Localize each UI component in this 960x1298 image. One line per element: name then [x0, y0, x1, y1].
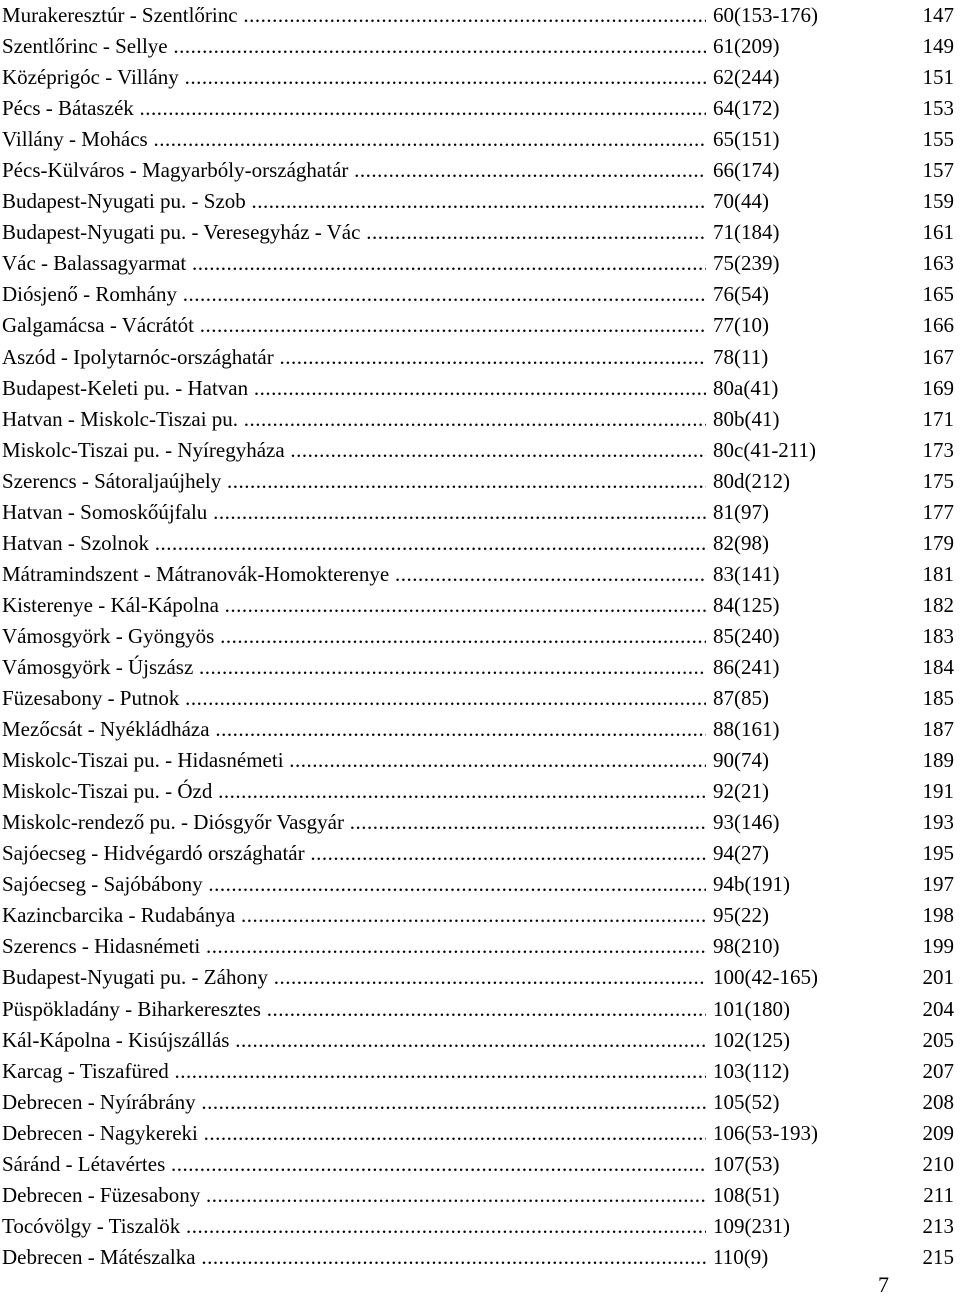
toc-entry-route-number: 102(125)	[713, 1027, 790, 1052]
toc-entry-title: Pécs - Bátaszék .....	[2, 93, 706, 124]
toc-entry	[0, 559, 960, 590]
toc-entry-title: Mezőcsát - Nyékládháza .....	[2, 714, 706, 745]
toc-entry	[0, 435, 960, 466]
toc-entry	[0, 342, 960, 373]
toc-entry-page-number: 213	[922, 1213, 954, 1238]
toc-entry-route-number: 93(146)	[713, 810, 780, 835]
toc-entry-title: Debrecen - Nyírábrány .....	[2, 1087, 706, 1118]
toc-entry-title: Sajóecseg - Sajóbábony .....	[2, 869, 706, 900]
toc-entry	[0, 528, 960, 559]
toc-entry-page-number: 149	[922, 34, 954, 59]
toc-entry-page-number: 167	[922, 344, 954, 369]
toc-entry	[0, 1025, 960, 1056]
toc-entry-title: Sáránd - Létavértes .....	[2, 1149, 706, 1180]
toc-entry-page-number: 198	[922, 903, 954, 928]
toc-entry-title: Szerencs - Hidasnémeti .....	[2, 931, 706, 962]
toc-entry-title: Murakeresztúr - Szentlőrinc .....	[2, 0, 706, 31]
toc-entry-page-number: 165	[922, 282, 954, 307]
toc-entry-page-number: 155	[922, 127, 954, 152]
toc-entry-route-number: 106(53-193)	[713, 1120, 818, 1145]
toc-entry-title: Budapest-Keleti pu. - Hatvan .....	[2, 373, 706, 404]
toc-entry-route-number: 101(180)	[713, 996, 790, 1021]
toc-entry	[0, 310, 960, 341]
toc-entry-route-number: 80a(41)	[713, 375, 779, 400]
toc-entry-title: Karcag - Tiszafüred .....	[2, 1056, 706, 1087]
toc-entry-page-number: 211	[923, 1182, 954, 1207]
toc-entry-page-number: 205	[922, 1027, 954, 1052]
toc-entry-page-number: 210	[922, 1151, 954, 1176]
toc-entry-page-number: 169	[922, 375, 954, 400]
toc-entry-title: Hatvan - Szolnok .....	[2, 528, 706, 559]
toc-entry-title: Kisterenye - Kál-Kápolna .....	[2, 590, 706, 621]
toc-entry	[0, 776, 960, 807]
toc-entry	[0, 621, 960, 652]
toc-entry-page-number: 147	[922, 3, 954, 27]
toc-entry-route-number: 103(112)	[713, 1058, 790, 1083]
toc-entry	[0, 994, 960, 1025]
toc-entry-route-number: 100(42-165)	[713, 965, 818, 990]
toc-entry-title: Debrecen - Mátészalka .....	[2, 1242, 706, 1273]
toc-entry-page-number: 175	[922, 468, 954, 493]
toc-entry-route-number: 98(210)	[713, 934, 780, 959]
toc-entry-route-number: 77(10)	[713, 313, 769, 338]
toc-entry	[0, 1149, 960, 1180]
toc-entry-page-number: 185	[922, 686, 954, 711]
toc-entry-title: Mátramindszent - Mátranovák-Homokterenye .....	[2, 559, 706, 590]
toc-entry-route-number: 71(184)	[713, 220, 780, 245]
toc-entry-title: Hatvan - Somoskőújfalu .....	[2, 497, 706, 528]
toc-entry-title: Miskolc-Tiszai pu. - Ózd .....	[2, 776, 706, 807]
toc-entry	[0, 404, 960, 435]
toc-entry-page-number: 182	[922, 592, 954, 617]
toc-entry	[0, 745, 960, 776]
toc-entry-page-number: 177	[922, 499, 954, 524]
toc-entry-title: Középrigóc - Villány .....	[2, 62, 706, 93]
toc-entry-route-number: 83(141)	[713, 561, 780, 586]
toc-entry-title: Füzesabony - Putnok .....	[2, 683, 706, 714]
toc-entry-route-number: 86(241)	[713, 654, 780, 679]
toc-entry-page-number: 153	[922, 96, 954, 121]
toc-entry-route-number: 76(54)	[713, 282, 769, 307]
toc-entry-title: Kál-Kápolna - Kisújszállás .....	[2, 1025, 706, 1056]
toc-entry-page-number: 204	[922, 996, 954, 1021]
toc-entry	[0, 1118, 960, 1149]
toc-entry-page-number: 179	[922, 530, 954, 555]
toc-entry-route-number: 94(27)	[713, 841, 769, 866]
toc-entry-title: Miskolc-Tiszai pu. - Hidasnémeti .....	[2, 745, 706, 776]
toc-entry-title: Püspökladány - Biharkeresztes .....	[2, 994, 706, 1025]
toc-entry-page-number: 159	[922, 189, 954, 214]
toc-entry-route-number: 65(151)	[713, 127, 780, 152]
toc-entry-title: Diósjenő - Romhány .....	[2, 279, 706, 310]
toc-entry-page-number: 208	[922, 1089, 954, 1114]
toc-entry	[0, 186, 960, 217]
toc-entry-title: Kazincbarcika - Rudabánya .....	[2, 900, 706, 931]
toc-entry-title: Tocóvölgy - Tiszalök .....	[2, 1211, 706, 1242]
toc-entry-route-number: 66(174)	[713, 158, 780, 183]
toc-entry	[0, 466, 960, 497]
toc-entry	[0, 652, 960, 683]
toc-entry	[0, 1242, 960, 1273]
toc-entry-route-number: 75(239)	[713, 251, 780, 276]
toc-entry-route-number: 78(11)	[713, 344, 769, 369]
toc-entry-page-number: 207	[922, 1058, 954, 1083]
toc-entry-page-number: 171	[922, 406, 954, 431]
toc-entry-title: Hatvan - Miskolc-Tiszai pu. .....	[2, 404, 706, 435]
toc-entry-route-number: 94b(191)	[713, 872, 790, 897]
toc-entry	[0, 279, 960, 310]
toc-entry-route-number: 81(97)	[713, 499, 769, 524]
toc-entry	[0, 155, 960, 186]
toc-entry-page-number: 181	[922, 561, 954, 586]
toc-entry-title: Budapest-Nyugati pu. - Szob .....	[2, 186, 706, 217]
toc-entry-route-number: 87(85)	[713, 686, 769, 711]
toc-entry-page-number: 163	[922, 251, 954, 276]
toc-entry	[0, 1056, 960, 1087]
toc-entry-title: Galgamácsa - Vácrátót .....	[2, 310, 706, 341]
toc-entry	[0, 217, 960, 248]
toc-entry-route-number: 107(53)	[713, 1151, 780, 1176]
toc-entry-page-number: 183	[922, 623, 954, 648]
toc-entry-page-number: 173	[922, 437, 954, 462]
toc-entry-route-number: 105(52)	[713, 1089, 780, 1114]
toc-entry-route-number: 109(231)	[713, 1213, 790, 1238]
toc-entry-page-number: 189	[922, 748, 954, 773]
toc-entry-route-number: 64(172)	[713, 96, 780, 121]
toc-entry-page-number: 184	[922, 654, 954, 679]
toc-entry-route-number: 80d(212)	[713, 468, 790, 493]
toc-entry-title: Pécs-Külváros - Magyarbóly-országhatár .....	[2, 155, 706, 186]
toc-entry-page-number: 166	[922, 313, 954, 338]
toc-entry-title: Debrecen - Füzesabony .....	[2, 1180, 706, 1211]
toc-entry	[0, 714, 960, 745]
toc-entry-page-number: 209	[922, 1120, 954, 1145]
toc-entry	[0, 931, 960, 962]
toc-entry-page-number: 215	[922, 1244, 954, 1269]
toc-entry-route-number: 62(244)	[713, 65, 780, 90]
toc-entry-route-number: 110(9)	[713, 1244, 769, 1269]
toc-entry-title: Debrecen - Nagykereki .....	[2, 1118, 706, 1149]
toc-entry-title: Szentlőrinc - Sellye .....	[2, 31, 706, 62]
toc-entry-title: Vác - Balassagyarmat .....	[2, 248, 706, 279]
toc-entry-title: Miskolc-Tiszai pu. - Nyíregyháza .....	[2, 435, 706, 466]
toc-entry-page-number: 197	[922, 872, 954, 897]
toc-entry-route-number: 84(125)	[713, 592, 780, 617]
toc-entry-page-number: 199	[922, 934, 954, 959]
toc-entry-route-number: 88(161)	[713, 717, 780, 742]
toc-entry-title: Aszód - Ipolytarnóc-országhatár .....	[2, 342, 706, 373]
toc-entry	[0, 31, 960, 62]
toc-entry-title: Vámosgyörk - Gyöngyös .....	[2, 621, 706, 652]
toc-entry-title: Sajóecseg - Hidvégardó országhatár .....	[2, 838, 706, 869]
toc-entry-title: Szerencs - Sátoraljaújhely .....	[2, 466, 706, 497]
toc-entry-title: Villány - Mohács .....	[2, 124, 706, 155]
toc-entry-route-number: 92(21)	[713, 779, 769, 804]
toc-entry-page-number: 187	[922, 717, 954, 742]
toc-entry-route-number: 80c(41-211)	[713, 437, 817, 462]
toc-entry-route-number: 82(98)	[713, 530, 769, 555]
toc-entry	[0, 683, 960, 714]
toc-entry	[0, 124, 960, 155]
toc-entry-route-number: 61(209)	[713, 34, 780, 59]
toc-entry	[0, 1211, 960, 1242]
toc-entry-page-number: 191	[922, 779, 954, 804]
page-number: 7	[878, 1272, 889, 1297]
toc-entry-page-number: 201	[922, 965, 954, 990]
toc-entry-title: Vámosgyörk - Újszász .....	[2, 652, 706, 683]
toc-entry-route-number: 95(22)	[713, 903, 769, 928]
toc-entry	[0, 62, 960, 93]
toc-entry	[0, 497, 960, 528]
toc-entry	[0, 248, 960, 279]
toc-entry-title: Budapest-Nyugati pu. - Záhony .....	[2, 962, 706, 993]
toc-entry-route-number: 80b(41)	[713, 406, 780, 431]
toc-entry	[0, 962, 960, 993]
toc-entry-page-number: 151	[922, 65, 954, 90]
toc-entry	[0, 373, 960, 404]
toc-entry-page-number: 157	[922, 158, 954, 183]
toc-entry	[0, 900, 960, 931]
toc-entry	[0, 1087, 960, 1118]
toc-entry-route-number: 108(51)	[713, 1182, 780, 1207]
toc-entry-route-number: 90(74)	[713, 748, 769, 773]
toc-entry-page-number: 161	[922, 220, 954, 245]
toc-entry	[0, 0, 960, 31]
toc-entry	[0, 1180, 960, 1211]
toc-entry-page-number: 193	[922, 810, 954, 835]
toc-entry	[0, 93, 960, 124]
toc-entry-title: Miskolc-rendező pu. - Diósgyőr Vasgyár .....	[2, 807, 706, 838]
toc-entry-page-number: 195	[922, 841, 954, 866]
toc-entry	[0, 807, 960, 838]
toc-entry-route-number: 85(240)	[713, 623, 780, 648]
toc-entry	[0, 869, 960, 900]
toc-entry	[0, 590, 960, 621]
toc-entry-title: Budapest-Nyugati pu. - Veresegyház - Vác .....	[2, 217, 706, 248]
toc-entry-route-number: 70(44)	[713, 189, 769, 214]
toc-entry	[0, 838, 960, 869]
toc-entry-route-number: 60(153-176)	[713, 3, 818, 27]
